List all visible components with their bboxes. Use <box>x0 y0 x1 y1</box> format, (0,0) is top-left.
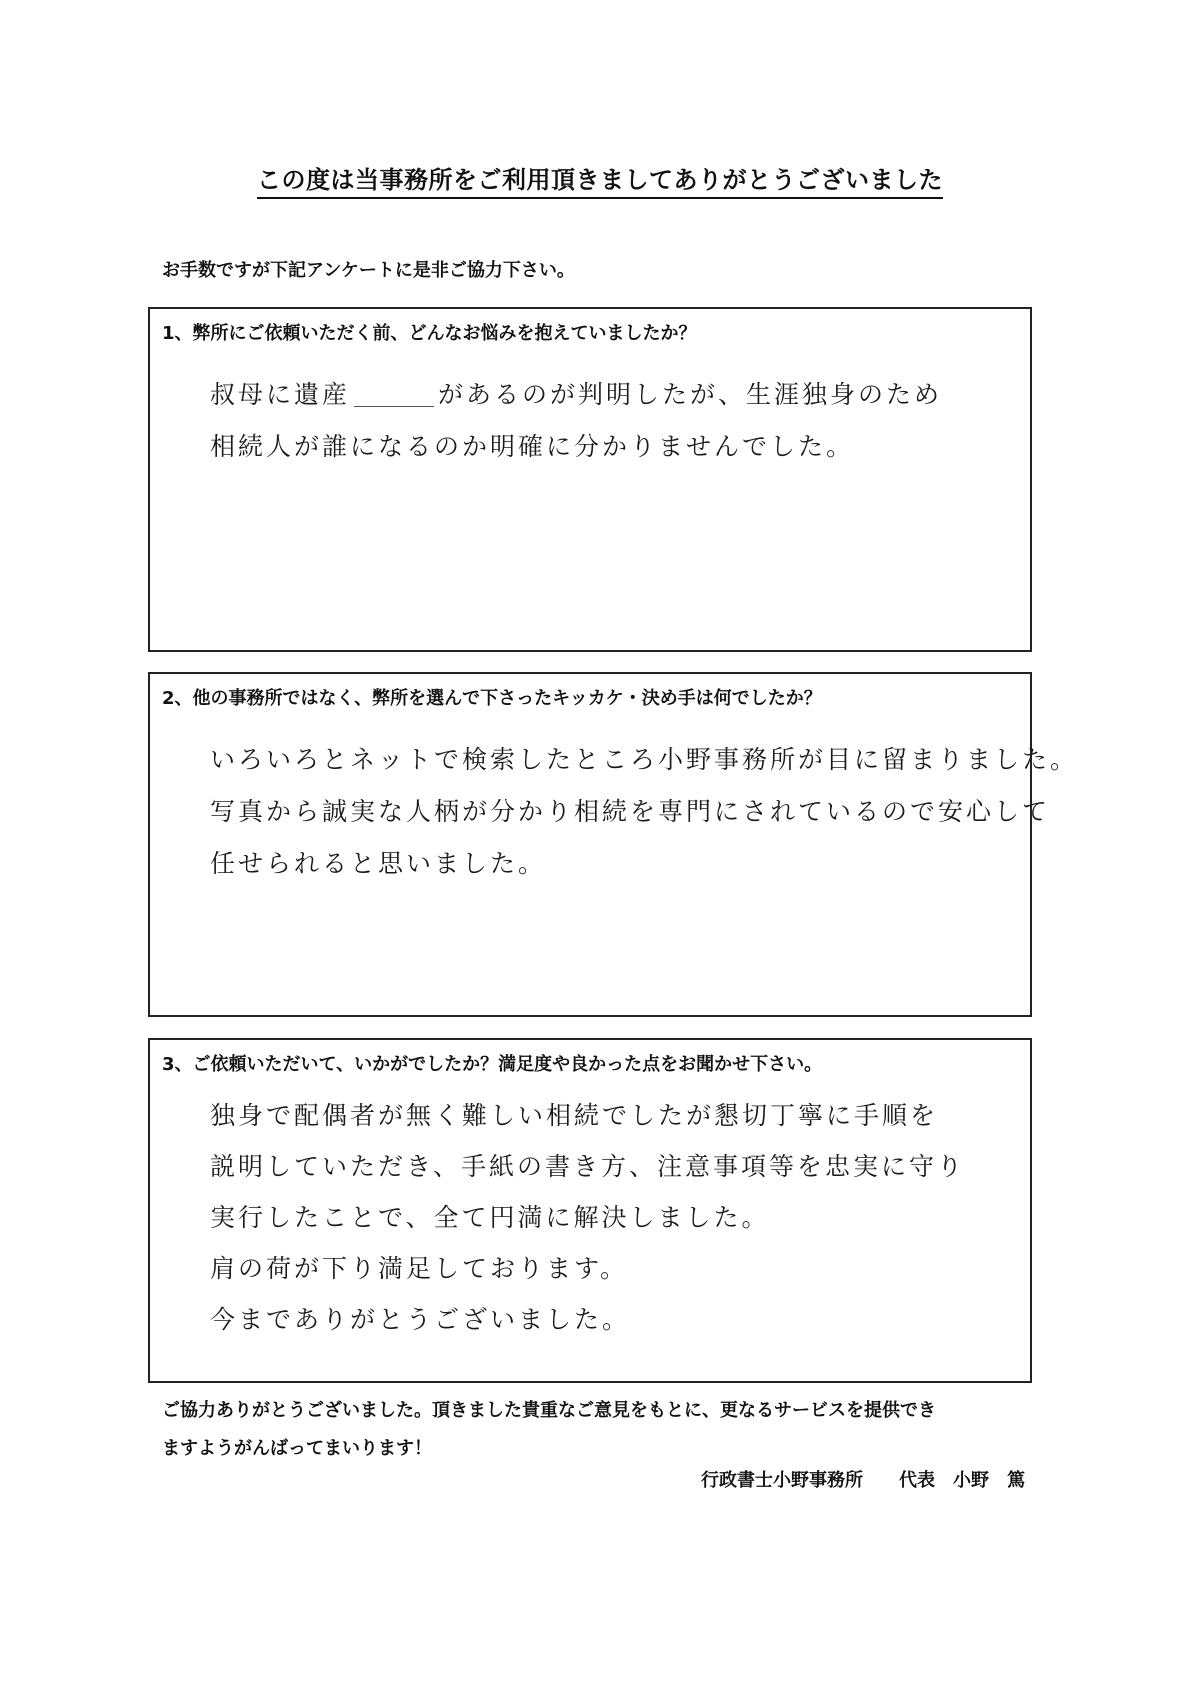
answer-line: 独身で配偶者が無く難しい相続でしたが懇切丁寧に手順を <box>210 1101 939 1130</box>
answer-2 <box>210 734 1079 890</box>
answer-line: いろいろとネットで検索したところ小野事務所が目に留まりました。 <box>210 745 1079 774</box>
answer-1 <box>210 369 1000 473</box>
question-box-2 <box>148 672 1079 1017</box>
closing-line: ご協力ありがとうございました。頂きました貴重なご意見をもとに、更なるサービスを提供でき <box>162 1400 936 1421</box>
answer-line <box>210 369 1000 421</box>
page-title-text: この度は当事務所をご利用頂きましてありがとうございました <box>257 166 943 199</box>
closing-line: ますようがんばってまいります！ <box>162 1438 432 1459</box>
answer-line: 実行したことで、全て円満に解決しました。 <box>210 1203 770 1232</box>
answer-line: 任せられると思いました。 <box>210 849 547 878</box>
question-3-text: 3、ご依頼いただいて、いかがでしたか？満足度や良かった点をお聞かせ下さい。 <box>162 1054 823 1075</box>
answer-fragment: があるのが判明したが、生涯独身のため <box>438 380 943 409</box>
redacted-blank <box>354 386 434 407</box>
question-box-1 <box>148 307 1032 652</box>
question-box-3 <box>148 1038 1032 1383</box>
answer-line: 肩の荷が下り満足しております。 <box>210 1254 629 1283</box>
answer-line: 説明していただき、手紙の書き方、注意事項等を忠実に守り <box>210 1152 966 1181</box>
closing-message <box>162 1392 1042 1468</box>
page-title <box>0 160 1200 195</box>
answer-fragment: 叔母に遺産 <box>210 380 351 409</box>
answer-line: 写真から誠実な人柄が分かり相続を専門にされているので安心して <box>210 797 1051 826</box>
question-1-text: 1、弊所にご依頼いただく前、どんなお悩みを抱えていましたか？ <box>162 323 697 344</box>
answer-3 <box>210 1090 1000 1345</box>
intro-text: お手数ですが下記アンケートに是非ご協力下さい。 <box>162 260 575 281</box>
answer-line: 今までありがとうございました。 <box>210 1305 631 1334</box>
answer-line: 相続人が誰になるのか明確に分かりませんでした。 <box>210 432 855 461</box>
office-signature: 行政書士小野事務所 代表 小野 篤 <box>701 1470 1025 1491</box>
question-2-text: 2、他の事務所ではなく、弊所を選んで下さったキッカケ・決め手は何でしたか？ <box>162 688 822 709</box>
